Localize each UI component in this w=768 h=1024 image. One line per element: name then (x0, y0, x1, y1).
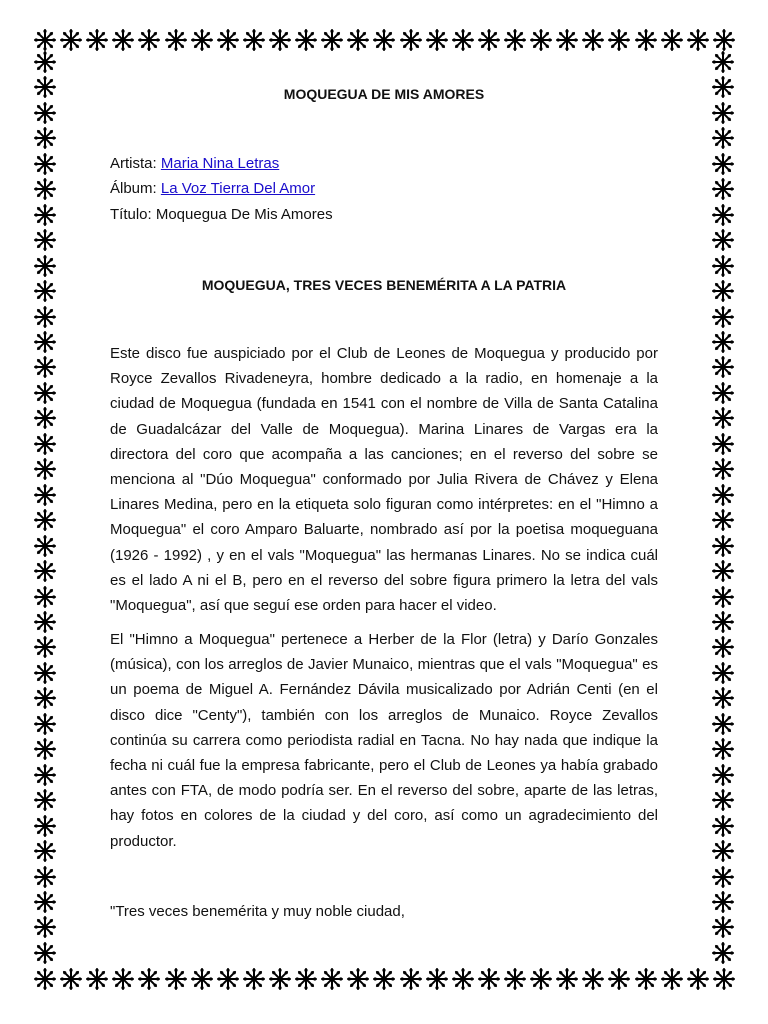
asterisk-star-icon (711, 635, 735, 659)
album-line (110, 180, 315, 197)
asterisk-star-icon (607, 967, 631, 991)
asterisk-star-icon (268, 967, 292, 991)
asterisk-star-icon (711, 686, 735, 710)
asterisk-star-icon (111, 28, 135, 52)
asterisk-star-icon (33, 763, 57, 787)
asterisk-star-icon (711, 712, 735, 736)
asterisk-star-icon (33, 330, 57, 354)
asterisk-star-icon (711, 610, 735, 634)
asterisk-star-icon (33, 865, 57, 889)
asterisk-star-icon (242, 28, 266, 52)
asterisk-star-icon (216, 967, 240, 991)
asterisk-star-icon (555, 28, 579, 52)
asterisk-star-icon (33, 101, 57, 125)
asterisk-star-icon (425, 967, 449, 991)
border-top (33, 28, 736, 52)
asterisk-star-icon (503, 28, 527, 52)
asterisk-star-icon (451, 28, 475, 52)
asterisk-star-icon (477, 967, 501, 991)
asterisk-star-icon (33, 177, 57, 201)
asterisk-star-icon (711, 585, 735, 609)
asterisk-star-icon (503, 967, 527, 991)
asterisk-star-icon (294, 967, 318, 991)
asterisk-star-icon (711, 152, 735, 176)
asterisk-star-icon (399, 967, 423, 991)
asterisk-star-icon (581, 967, 605, 991)
asterisk-star-icon (33, 406, 57, 430)
artist-line (110, 155, 279, 172)
asterisk-star-icon (711, 381, 735, 405)
asterisk-star-icon (711, 50, 735, 74)
asterisk-star-icon (33, 967, 57, 991)
asterisk-star-icon (372, 967, 396, 991)
asterisk-star-icon (686, 28, 710, 52)
asterisk-star-icon (33, 126, 57, 150)
asterisk-star-icon (33, 534, 57, 558)
asterisk-star-icon (294, 28, 318, 52)
asterisk-star-icon (59, 28, 83, 52)
asterisk-star-icon (711, 508, 735, 532)
asterisk-star-icon (711, 355, 735, 379)
document-title: MOQUEGUA DE MIS AMORES (283, 86, 485, 102)
asterisk-star-icon (33, 457, 57, 481)
asterisk-star-icon (346, 967, 370, 991)
asterisk-star-icon (137, 28, 161, 52)
asterisk-star-icon (711, 915, 735, 939)
asterisk-star-icon (711, 305, 735, 329)
asterisk-star-icon (190, 967, 214, 991)
asterisk-star-icon (711, 559, 735, 583)
asterisk-star-icon (711, 865, 735, 889)
asterisk-star-icon (711, 177, 735, 201)
asterisk-star-icon (216, 28, 240, 52)
asterisk-star-icon (137, 967, 161, 991)
asterisk-star-icon (711, 432, 735, 456)
asterisk-star-icon (711, 763, 735, 787)
border-bottom (33, 967, 736, 991)
asterisk-star-icon (686, 967, 710, 991)
asterisk-star-icon (711, 457, 735, 481)
asterisk-star-icon (59, 967, 83, 991)
asterisk-star-icon (711, 254, 735, 278)
asterisk-star-icon (346, 28, 370, 52)
asterisk-star-icon (33, 712, 57, 736)
asterisk-star-icon (242, 967, 266, 991)
asterisk-star-icon (33, 737, 57, 761)
asterisk-star-icon (33, 254, 57, 278)
border-right (711, 50, 735, 965)
paragraph-2: El "Himno a Moquegua" pertenece a Herber de la Flor (letra) y Darío Gonzales (música), con los arreglos de Javier Munaico, mientras que el vals "Moquegua" es un poema de Miguel A. Fernández Dávila musicalizado por Adrián Centi (en el disco dice "Centy"), también con los arreglos de Munaico. Royce Zevallos continúa su carrera como periodista radial en Tacna. No hay nada que indique la fecha ni cuál fue la empresa fabricante, pero el Club de Leones ya había grabado antes con FTA, de modo podría ser. En el reverso del sobre, aparte de las letras, hay fotos en colores de la ciudad y del coro, así como un agradecimiento del productor. (110, 631, 658, 850)
asterisk-star-icon (33, 814, 57, 838)
asterisk-star-icon (33, 381, 57, 405)
asterisk-star-icon (33, 686, 57, 710)
asterisk-star-icon (712, 967, 736, 991)
asterisk-star-icon (711, 330, 735, 354)
artist-label: Artista: (110, 155, 157, 172)
asterisk-star-icon (33, 788, 57, 812)
asterisk-star-icon (660, 967, 684, 991)
asterisk-star-icon (711, 661, 735, 685)
asterisk-star-icon (33, 941, 57, 965)
asterisk-star-icon (399, 28, 423, 52)
asterisk-star-icon (33, 483, 57, 507)
asterisk-star-icon (33, 585, 57, 609)
asterisk-star-icon (711, 534, 735, 558)
asterisk-star-icon (634, 967, 658, 991)
asterisk-star-icon (320, 967, 344, 991)
asterisk-star-icon (190, 28, 214, 52)
asterisk-star-icon (33, 28, 57, 52)
asterisk-star-icon (634, 28, 658, 52)
asterisk-star-icon (85, 28, 109, 52)
asterisk-star-icon (711, 483, 735, 507)
asterisk-star-icon (33, 610, 57, 634)
asterisk-star-icon (320, 28, 344, 52)
asterisk-star-icon (451, 967, 475, 991)
asterisk-star-icon (33, 305, 57, 329)
asterisk-star-icon (660, 28, 684, 52)
asterisk-star-icon (33, 839, 57, 863)
asterisk-star-icon (33, 915, 57, 939)
asterisk-star-icon (164, 28, 188, 52)
asterisk-star-icon (33, 890, 57, 914)
asterisk-star-icon (711, 788, 735, 812)
asterisk-star-icon (33, 228, 57, 252)
asterisk-star-icon (711, 203, 735, 227)
asterisk-star-icon (711, 101, 735, 125)
asterisk-star-icon (33, 152, 57, 176)
asterisk-star-icon (711, 228, 735, 252)
asterisk-star-icon (711, 814, 735, 838)
asterisk-star-icon (85, 967, 109, 991)
asterisk-star-icon (529, 967, 553, 991)
asterisk-star-icon (712, 28, 736, 52)
border-left (33, 50, 57, 965)
asterisk-star-icon (607, 28, 631, 52)
asterisk-star-icon (711, 737, 735, 761)
asterisk-star-icon (711, 890, 735, 914)
asterisk-star-icon (529, 28, 553, 52)
song-title-line: Título: Moquegua De Mis Amores (110, 206, 333, 223)
asterisk-star-icon (581, 28, 605, 52)
asterisk-star-icon (555, 967, 579, 991)
paragraph-1: Este disco fue auspiciado por el Club de Leones de Moquegua y producido por Royce Zevallos Rivadeneyra, hombre dedicado a la radio, en homenaje a la ciudad de Moquegua (fundada en 1541 con el nombre de Villa de Santa Catalina de Guadalcázar del Valle de Moquegua). Marina Linares de Vargas era la directora del coro que acompaña a las canciones; en el reverso del sobre se menciona al "Dúo Moquegua" conformado por Julia Rivera de Chávez y Elena Linares Medina, pero en la etiqueta solo figuran como intérpretes: en el "Himno a Moquegua" el coro Amparo Baluarte, nombrado así por la poetisa moqueguana (1926 - 1992) , y en el vals "Moquegua" las hermanas Linares. No se indica cuál es el lado A ni el B, pero en el reverso del sobre figura primero la letra del vals "Moquegua", así que seguí ese orden para hacer el video. (110, 345, 658, 615)
asterisk-star-icon (711, 941, 735, 965)
asterisk-star-icon (164, 967, 188, 991)
album-label: Álbum: (110, 180, 157, 197)
asterisk-star-icon (711, 126, 735, 150)
asterisk-star-icon (268, 28, 292, 52)
lyrics-first-line: "Tres veces benemérita y muy noble ciudad, (110, 903, 405, 920)
asterisk-star-icon (372, 28, 396, 52)
artist-link[interactable]: Maria Nina Letras (160, 155, 280, 172)
asterisk-star-icon (33, 508, 57, 532)
asterisk-star-icon (711, 839, 735, 863)
asterisk-star-icon (425, 28, 449, 52)
asterisk-star-icon (33, 559, 57, 583)
asterisk-star-icon (33, 635, 57, 659)
album-link[interactable]: La Voz Tierra Del Amor (160, 180, 316, 197)
asterisk-star-icon (33, 432, 57, 456)
asterisk-star-icon (33, 203, 57, 227)
asterisk-star-icon (33, 355, 57, 379)
asterisk-star-icon (33, 50, 57, 74)
asterisk-star-icon (33, 661, 57, 685)
asterisk-star-icon (477, 28, 501, 52)
asterisk-star-icon (111, 967, 135, 991)
section-subtitle: MOQUEGUA, TRES VECES BENEMÉRITA A LA PATRIA (201, 277, 567, 293)
asterisk-star-icon (711, 406, 735, 430)
